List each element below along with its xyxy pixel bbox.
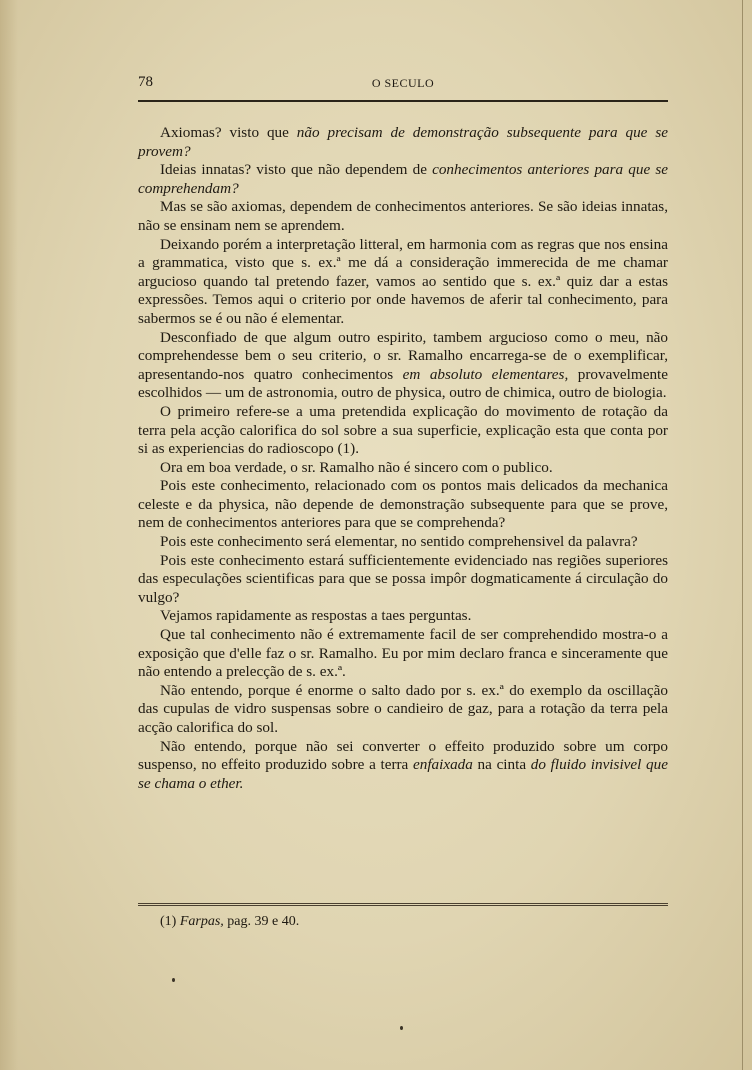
paragraph [138, 552, 668, 608]
paragraph [138, 161, 668, 198]
text-run: Ideias innatas? visto que não dependem de [160, 161, 433, 179]
text-run: O primeiro refere-se a uma pretendida explicação do movimento de rotação da terra pela acção calorifica do sol sobre a sua superficie, explicação esta que conta por si as experiencias do radioscopo (1). [138, 402, 668, 458]
text-run: Mas se são axiomas, dependem de conhecimentos anteriores. Se são ideias innatas, não se ensinam nem se aprendem. [138, 198, 668, 234]
text-run: Deixando porém a interpretação litteral, em harmonia com as regras que nos ensina a grammatica, visto que s. ex.ª me dá a consideração immerecida de me chamar argucioso quando tal pretendo fazer, vamos ao sentido que s. ex.ª quiz dar a estas expressões. Temos aqui o criterio por onde havemos de aferir tal conhecimento, para sabermos se é ou não é elementar. [138, 235, 668, 327]
page-number: 78 [138, 74, 153, 90]
running-title: O SECULO [371, 76, 435, 90]
text-run: Pois este conhecimento será elementar, no sentido comprehensivel da palavra? [160, 533, 638, 551]
text-run: Axiomas? visto que [160, 124, 297, 141]
paragraph [138, 236, 668, 329]
footnote-source: Farpas, [179, 914, 224, 929]
text-run: Desconfiado de que algum outro espirito, tambem argucioso como o meu, não comprehendesse bem o seu criterio, o sr. Ramalho encarrega-se de o exemplificar, apresentando-nos quatro conhecimentos [138, 328, 668, 383]
italic-text: em absoluto elementares, [402, 365, 569, 383]
footnote-pages: pag. 39 e 40. [223, 914, 300, 929]
text-run: provavelmente escolhidos — um de astronomia, outro de physica, outro de chimica, outro de biologia. [138, 365, 668, 402]
paragraph [138, 198, 668, 235]
italic-text: conhecimentos anteriores para que se comprehendam? [138, 161, 668, 197]
text-run: Ora em boa verdade, o sr. Ramalho não é sincero com o publico. [160, 458, 553, 476]
paragraph [138, 738, 668, 794]
text-run: Vejamos rapidamente as respostas a taes perguntas. [160, 607, 472, 625]
paragraph [138, 459, 668, 478]
paragraph [138, 607, 668, 626]
paragraph [138, 626, 668, 682]
paragraph [138, 403, 668, 459]
ink-speck [400, 1026, 403, 1030]
footnote-rule [138, 903, 668, 906]
ink-speck [172, 978, 175, 982]
body-text [138, 124, 668, 793]
text-run: Pois este conhecimento, relacionado com os pontos mais delicados da mechanica celeste e da physica, não depende de demonstração subsequente para que se prove, nem de conhecimentos anteriores para que se comprehenda? [138, 477, 668, 532]
paragraph [138, 329, 668, 403]
paragraph [138, 533, 668, 552]
text-run: Que tal conhecimento não é extremamente facil de ser comprehendido mostra-o a exposição que d'elle faz o sr. Ramalho. Eu por mim declaro franca e sinceramente que não entendo a prelecção de s. ex.ª. [138, 626, 668, 681]
italic-text: não precisam de demonstração subsequente para que se provem? [138, 124, 668, 160]
paragraph [138, 477, 668, 533]
italic-text: do fluido invisivel que se chama o ether. [138, 756, 668, 792]
header-rule [138, 100, 668, 102]
text-run: Pois este conhecimento estará sufficientemente evidenciado nas regiões superiores das especulações scientificas para que se possa impôr dogmaticamente á circulação do vulgo? [138, 551, 668, 606]
text-run: Não entendo, porque não sei converter o effeito produzido sobre um corpo suspenso, no effeito produzido sobre a terra [138, 737, 668, 774]
footnote [160, 914, 660, 930]
paragraph [138, 682, 668, 738]
footnote-marker: (1) [160, 914, 177, 929]
text-run: na cinta [472, 756, 531, 774]
paragraph [138, 124, 668, 161]
page-header [138, 74, 668, 96]
italic-text: enfaixada [412, 756, 473, 774]
text-run: Não entendo, porque é enorme o salto dado por s. ex.ª do exemplo da oscillação das cupulas de vidro suspensas sobre o candieiro de gaz, para a rotação da terra pela acção calorifica do sol. [138, 681, 668, 736]
